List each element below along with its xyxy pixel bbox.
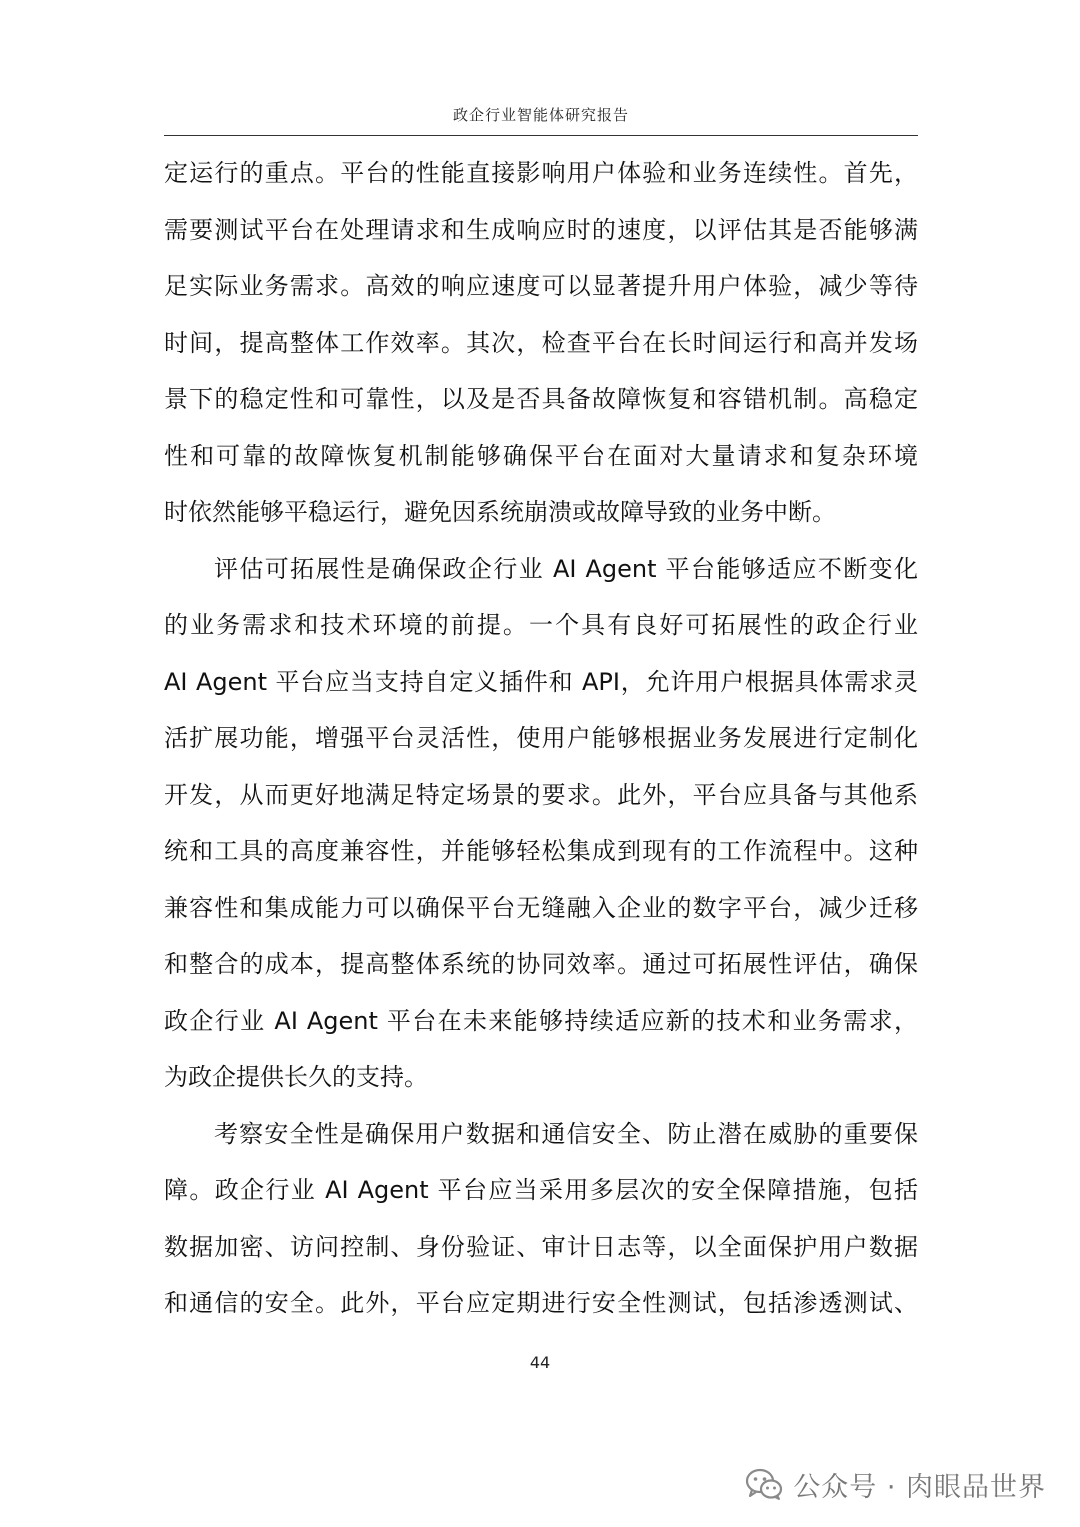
text-line-content: 为政企提供长久的支持。: [164, 1063, 428, 1091]
text-line-content: 统和工具的高度兼容性，并能够轻松集成到现有的工作流程中。这种: [164, 837, 918, 865]
text-line: [164, 1282, 918, 1339]
text-line: [164, 717, 918, 774]
text-line: [164, 548, 918, 605]
wechat-icon: [745, 1467, 783, 1501]
running-header: 政企行业智能体研究报告: [452, 106, 629, 124]
text-line-content: 考察安全性是确保用户数据和通信安全、防止潜在威胁的重要保: [214, 1119, 918, 1148]
text-line: [164, 1226, 918, 1283]
header-divider: [164, 135, 918, 136]
text-line-content: 的业务需求和技术环境的前提。一个具有良好可拓展性的政企行业: [164, 611, 918, 639]
text-line-content: 和通信的安全。此外，平台应定期进行安全性测试，包括渗透测试、: [164, 1289, 918, 1317]
text-line-content: AI Agent 平台应当支持自定义插件和 API，允许用户根据具体需求灵: [164, 667, 918, 696]
text-line: [164, 209, 918, 266]
text-line: [164, 604, 918, 661]
text-line-content: 时依然能够平稳运行，避免因系统崩溃或故障导致的业务中断。: [164, 498, 836, 526]
body-text: [164, 152, 918, 1339]
text-line: [164, 152, 918, 209]
text-line: [164, 887, 918, 944]
text-line-content: 足实际业务需求。高效的响应速度可以显著提升用户体验，减少等待: [164, 272, 918, 300]
text-line: [164, 943, 918, 1000]
text-line: [164, 1056, 918, 1113]
watermark: [745, 1462, 1046, 1506]
text-line-content: 需要测试平台在处理请求和生成响应时的速度，以评估其是否能够满: [164, 215, 918, 244]
text-line-content: 障。政企行业 AI Agent 平台应当采用多层次的安全保障措施，包括: [164, 1176, 918, 1204]
text-line-content: 活扩展功能，增强平台灵活性，使用户能够根据业务发展进行定制化: [164, 724, 918, 752]
text-line: [164, 1000, 918, 1057]
text-line: [164, 830, 918, 887]
text-line-content: 时间，提高整体工作效率。其次，检查平台在长时间运行和高并发场: [164, 328, 918, 357]
watermark-text: 公众号 · 肉眼品世界: [793, 1471, 1046, 1503]
text-line: [164, 661, 918, 718]
text-line: [164, 774, 918, 831]
text-line: [164, 378, 918, 435]
text-line-content: 开发，从而更好地满足特定场景的要求。此外，平台应具备与其他系: [164, 780, 918, 809]
text-line: [164, 435, 918, 492]
text-line: [164, 265, 918, 322]
text-line: [164, 1169, 918, 1226]
text-line-content: 评估可拓展性是确保政企行业 AI Agent 平台能够适应不断变化: [214, 554, 918, 583]
page-number: 44: [529, 1353, 551, 1372]
text-line: [164, 491, 918, 548]
text-line-content: 性和可靠的故障恢复机制能够确保平台在面对大量请求和复杂环境: [164, 441, 918, 470]
text-line-content: 兼容性和集成能力可以确保平台无缝融入企业的数字平台，减少迁移: [164, 893, 918, 922]
text-line-content: 和整合的成本，提高整体系统的协同效率。通过可拓展性评估，确保: [164, 950, 918, 978]
text-line-content: 政企行业 AI Agent 平台在未来能够持续适应新的技术和业务需求，: [164, 1006, 918, 1035]
text-line: [164, 1113, 918, 1170]
text-line-content: 景下的稳定性和可靠性，以及是否具备故障恢复和容错机制。高稳定: [164, 385, 918, 413]
text-line: [164, 322, 918, 379]
text-line-content: 定运行的重点。平台的性能直接影响用户体验和业务连续性。首先，: [164, 159, 918, 187]
text-line-content: 数据加密、访问控制、身份验证、审计日志等，以全面保护用户数据: [164, 1232, 918, 1261]
